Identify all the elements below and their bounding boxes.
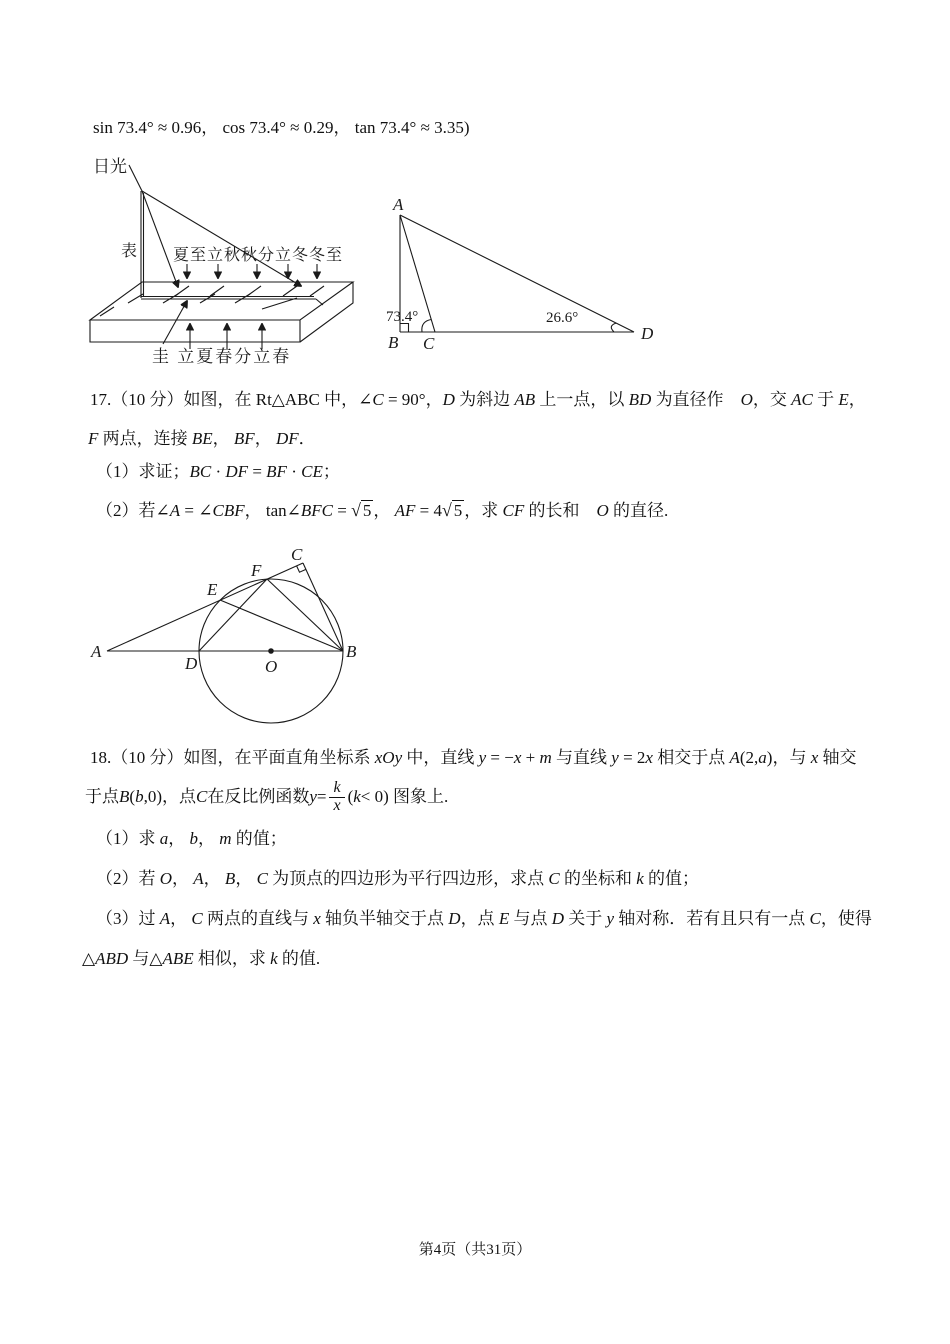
text-segment: x bbox=[645, 748, 653, 767]
text-segment: BFC bbox=[300, 501, 333, 520]
text-segment: = bbox=[248, 462, 267, 481]
text-segment: E bbox=[498, 909, 510, 928]
text-segment: b bbox=[189, 829, 198, 848]
center-o-dot bbox=[268, 648, 274, 654]
text-segment: （3）过 bbox=[96, 909, 160, 928]
text-segment: ． bbox=[298, 429, 316, 448]
text-segment: D bbox=[442, 390, 455, 409]
text-segment: x bbox=[313, 909, 321, 928]
text-segment: 相交于点 bbox=[652, 748, 730, 767]
text-segment: C bbox=[372, 390, 384, 409]
text-segment: 为顶点的四边形为平行四边形，求点 bbox=[267, 869, 549, 888]
text-segment: O bbox=[740, 390, 753, 409]
text-segment: xOy bbox=[374, 748, 403, 767]
text-segment: 页（共 bbox=[441, 1242, 487, 1258]
text-segment: ， bbox=[848, 390, 866, 409]
text-segment: sin 73.4° ≈ 0.96， cos 73.4° ≈ 0.29， tan 73.4° ≈ 3.35) bbox=[93, 118, 470, 137]
text-segment: · bbox=[286, 462, 302, 481]
problem-18-intro-line-1 bbox=[90, 747, 857, 769]
center-o-label: O bbox=[265, 657, 278, 676]
problem-17-part-2 bbox=[96, 499, 668, 522]
text-segment: = bbox=[332, 501, 352, 520]
text-segment: k bbox=[270, 949, 278, 968]
text-segment: · bbox=[211, 462, 226, 481]
point-e-label: E bbox=[207, 580, 218, 599]
text-segment: + bbox=[521, 748, 540, 767]
text-segment: = ∠ bbox=[180, 501, 213, 520]
text-segment: m bbox=[539, 748, 552, 767]
text-segment: y bbox=[478, 748, 487, 767]
vertex-c-label: C bbox=[423, 334, 435, 353]
text-segment: F bbox=[88, 429, 99, 448]
text-segment: BF bbox=[266, 462, 287, 481]
text-segment: 的值； bbox=[231, 829, 287, 848]
slab-outline bbox=[90, 282, 353, 342]
text-segment: AB bbox=[514, 390, 536, 409]
text-segment: ， bbox=[203, 869, 225, 888]
text-segment: C bbox=[256, 869, 268, 888]
text-segment: x bbox=[810, 748, 819, 767]
text-segment: 上一点，以 bbox=[535, 390, 629, 409]
text-segment: C bbox=[809, 909, 821, 928]
text-segment: x bbox=[513, 748, 522, 767]
text-segment: 与点 bbox=[509, 909, 552, 928]
text-segment: )，与 bbox=[766, 748, 811, 767]
text-segment: ； bbox=[322, 462, 340, 481]
text-segment: A bbox=[193, 869, 204, 888]
text-segment: y bbox=[611, 748, 619, 767]
text-segment: 中，直线 bbox=[402, 748, 479, 767]
text-segment: ，使得 bbox=[820, 909, 872, 928]
text-segment: ABD bbox=[95, 949, 129, 968]
text-segment: ，交 bbox=[752, 390, 792, 409]
angle-d-value-label: 26.6° bbox=[546, 310, 579, 326]
circle-and-chords bbox=[107, 563, 343, 723]
text-segment: 的直径. bbox=[608, 501, 669, 520]
text-segment: 相似，求 bbox=[193, 949, 271, 968]
solar-terms-bottom-label: 圭 立夏春分立春 bbox=[152, 347, 292, 366]
point-a-label: A bbox=[91, 642, 102, 661]
text-segment: ， bbox=[198, 829, 220, 848]
vertex-b-label: B bbox=[388, 333, 399, 352]
text-segment: ， bbox=[168, 829, 190, 848]
angle-c-value-label: 73.4° bbox=[386, 309, 419, 325]
text-segment: E bbox=[838, 390, 849, 409]
text-segment: 轴对称．若有且只有一点 bbox=[614, 909, 810, 928]
gnomon-label: 表 bbox=[121, 243, 138, 260]
text-segment: 于 bbox=[812, 390, 839, 409]
text-segment: CF bbox=[502, 501, 525, 520]
text-segment: BE bbox=[191, 429, 213, 448]
radical: √ 5 bbox=[351, 500, 372, 520]
text-segment: 于点 bbox=[85, 786, 119, 806]
vertex-a-label: A bbox=[393, 195, 404, 214]
text-segment: 为斜边 bbox=[454, 390, 515, 409]
text-segment: ， bbox=[212, 429, 234, 448]
text-segment: （1）求 bbox=[96, 829, 160, 848]
text-segment: CBF bbox=[212, 501, 245, 520]
text-segment: 与直线 bbox=[551, 748, 612, 767]
text-segment: ， bbox=[254, 429, 276, 448]
problem-17-part-1 bbox=[96, 461, 340, 483]
text-segment: DF bbox=[225, 462, 249, 481]
text-segment: 的值. bbox=[277, 949, 321, 968]
text-segment: BF bbox=[233, 429, 255, 448]
text-segment: 轴负半轴交于点 bbox=[320, 909, 449, 928]
text-segment: < 0) 图象上. bbox=[360, 786, 449, 806]
text-segment: 的长和 bbox=[524, 501, 597, 520]
sundial-figure bbox=[85, 152, 360, 367]
text-segment: a bbox=[758, 748, 767, 767]
text-segment: 在反比例函数 bbox=[207, 786, 310, 806]
text-segment: 两点，连接 bbox=[98, 429, 192, 448]
text-segment: 4 bbox=[433, 1242, 442, 1258]
text-segment: 轴交 bbox=[818, 748, 857, 767]
text-segment: b bbox=[135, 786, 144, 806]
text-segment: ，点 bbox=[460, 909, 499, 928]
text-segment: 为直径作 bbox=[651, 390, 741, 409]
text-segment: 第 bbox=[418, 1242, 434, 1258]
text-segment: 的值； bbox=[643, 869, 700, 888]
text-segment: AF bbox=[394, 501, 416, 520]
text-segment: k bbox=[353, 786, 361, 806]
text-segment: CE bbox=[301, 462, 323, 481]
text-segment: C bbox=[195, 786, 208, 806]
text-segment: A bbox=[169, 501, 181, 520]
problem-18-part-3-line-2 bbox=[82, 948, 320, 970]
vertex-d-label: D bbox=[641, 324, 654, 343]
text-segment: 的坐标和 bbox=[559, 869, 637, 888]
problem-18-part-1 bbox=[96, 828, 287, 850]
problem-18-part-3-line-1 bbox=[96, 908, 872, 930]
text-segment: 18.（10 分）如图，在平面直角坐标系 bbox=[90, 748, 375, 767]
text-segment: = − bbox=[486, 748, 514, 767]
text-segment: 关于 bbox=[563, 909, 607, 928]
sunlight-label: 日光 bbox=[93, 157, 127, 176]
text-segment: D bbox=[448, 909, 461, 928]
problem-18-intro-line-2 bbox=[85, 776, 448, 818]
problem-18-part-2 bbox=[96, 868, 699, 890]
text-segment: 31 bbox=[486, 1242, 502, 1258]
text-segment: O bbox=[159, 869, 173, 888]
text-segment: ( bbox=[347, 786, 354, 806]
point-f-label: F bbox=[251, 561, 262, 580]
text-segment: (2, bbox=[739, 748, 759, 767]
text-segment: BC bbox=[189, 462, 212, 481]
text-segment: ，求 bbox=[464, 501, 503, 520]
text-segment: DF bbox=[275, 429, 299, 448]
problem-17-intro-line-1 bbox=[90, 389, 866, 411]
fraction: $\frac{k}{x}$ bbox=[329, 780, 344, 815]
circle-geometry-figure bbox=[85, 545, 365, 730]
text-segment: a bbox=[159, 829, 169, 848]
triangle-edges bbox=[400, 215, 634, 332]
text-segment: ， bbox=[373, 501, 395, 520]
text-segment: C bbox=[191, 909, 203, 928]
text-segment: ， tan∠ bbox=[244, 501, 301, 520]
text-segment: k bbox=[636, 869, 644, 888]
text-segment: A bbox=[729, 748, 740, 767]
problem-17-intro-line-2 bbox=[88, 428, 316, 450]
text-segment: = 2 bbox=[618, 748, 646, 767]
text-segment: 17.（10 分）如图，在 Rt△ABC 中，∠ bbox=[90, 390, 373, 409]
text-segment: ， bbox=[235, 869, 257, 888]
season-arrows-down bbox=[187, 264, 317, 278]
solar-terms-top-label: 夏至立秋秋分立冬冬至 bbox=[173, 247, 344, 264]
page-footer bbox=[0, 1238, 950, 1259]
text-segment: B bbox=[119, 786, 130, 806]
radical: √ 5 bbox=[441, 500, 463, 520]
text-segment: ,0)，点 bbox=[143, 786, 196, 806]
text-segment: 与△ bbox=[128, 949, 163, 968]
text-segment: C bbox=[548, 869, 560, 888]
triangle-figure bbox=[378, 193, 658, 353]
point-b-label: B bbox=[346, 642, 357, 661]
sun-rays bbox=[142, 191, 301, 287]
text-segment: 两点的直线与 bbox=[202, 909, 314, 928]
text-segment: （2）若∠ bbox=[96, 501, 170, 520]
text-segment: m bbox=[219, 829, 232, 848]
text-segment: = 90°， bbox=[383, 390, 443, 409]
text-segment: BD bbox=[628, 390, 652, 409]
text-segment: ABE bbox=[162, 949, 194, 968]
text-segment: 页） bbox=[501, 1242, 532, 1258]
text-segment: ( bbox=[129, 786, 136, 806]
point-d-label: D bbox=[185, 654, 198, 673]
text-segment: D bbox=[551, 909, 564, 928]
text-segment: A bbox=[159, 909, 171, 928]
text-segment: O bbox=[596, 501, 609, 520]
text-segment: （2）若 bbox=[96, 869, 160, 888]
text-segment: （1）求证； bbox=[96, 462, 190, 481]
text-segment: ， bbox=[172, 869, 194, 888]
trig-approximations-line bbox=[93, 117, 470, 139]
ruler-tick-marks bbox=[100, 286, 324, 316]
text-segment: △ bbox=[82, 949, 96, 968]
text-segment: = 4 bbox=[415, 501, 442, 520]
text-segment: B bbox=[224, 869, 236, 888]
text-segment: AC bbox=[791, 390, 813, 409]
text-segment: y bbox=[309, 786, 317, 806]
text-segment: ， bbox=[170, 909, 192, 928]
text-segment: = bbox=[316, 786, 327, 806]
text-segment: y bbox=[606, 909, 615, 928]
point-c-label: C bbox=[291, 545, 303, 564]
